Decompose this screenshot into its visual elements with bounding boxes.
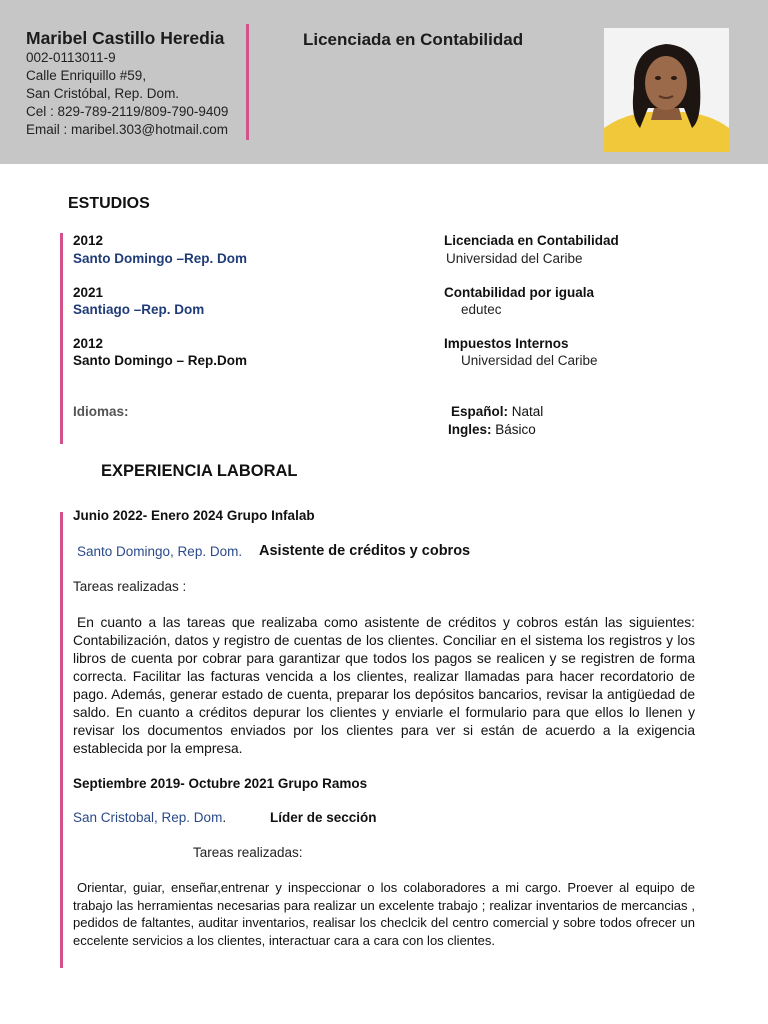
study-place: Santo Domingo –Rep. Dom [73, 251, 248, 266]
id-number: 002-0113011-9 [26, 50, 116, 65]
candidate-name: Maribel Castillo Heredia [26, 28, 225, 48]
profession-title: Licenciada en Contabilidad [303, 30, 524, 49]
job-dates: Septiembre 2019- Octubre 2021 Grupo Ramos [73, 776, 368, 791]
study-year: 2012 [73, 336, 104, 351]
phone: Cel : 829-789-2119/809-790-9409 [26, 104, 229, 119]
job-dates: Junio 2022- Enero 2024 Grupo Infalab [73, 508, 315, 523]
study-degree: Licenciada en Contabilidad [444, 233, 619, 248]
study-institution: Universidad del Caribe [446, 251, 583, 266]
profile-photo-illustration [604, 28, 729, 152]
study-place: Santo Domingo – Rep.Dom [73, 353, 248, 368]
language-level: Básico [495, 422, 536, 437]
study-institution: Universidad del Caribe [461, 353, 598, 368]
study-institution: edutec [461, 302, 502, 317]
language-name: Español: [451, 404, 509, 419]
tasks-label: Tareas realizadas: [193, 845, 303, 860]
study-degree: Impuestos Internos [444, 336, 569, 351]
experience-title: EXPERIENCIA LABORAL [101, 462, 298, 480]
language-name: Ingles: [448, 422, 492, 437]
job-description: Orientar, guiar, enseñar,entrenar y inspeccionar o los colaboradores a mi cargo. Proever al equipo de trabajo las herramientas necesarias para realizar un excelente trabajo ; realizar inventarios de mercancias , pedidos de faltantes, auditar inventarios, realisar los checlcik del centro comercial y sobre todos ofrecer un eccelente servicios a los clientes, interactuar cara a cara con los clientes. [73, 880, 695, 948]
tasks-label: Tareas realizadas : [73, 579, 187, 594]
study-year: 2021 [73, 285, 104, 300]
job-location-suffix: . [222, 810, 227, 825]
study-year: 2012 [73, 233, 104, 248]
study-degree: Contabilidad por iguala [444, 285, 595, 300]
job-role: Líder de sección [270, 810, 377, 825]
language-item [448, 422, 536, 437]
job-role: Asistente de créditos y cobros [259, 543, 471, 559]
contact-block [26, 49, 228, 139]
studies-title: ESTUDIOS [68, 195, 150, 212]
language-level: Natal [511, 404, 544, 419]
profile-photo [604, 28, 729, 152]
study-place: Santiago –Rep. Dom [73, 302, 205, 317]
address-line-2: San Cristóbal, Rep. Dom. [26, 86, 180, 101]
job-location [73, 810, 226, 825]
job-location: Santo Domingo, Rep. Dom. [77, 544, 243, 559]
email: Email : maribel.303@hotmail.com [26, 122, 229, 137]
experience-accent-bar [60, 512, 63, 968]
address-line-1: Calle Enriquillo #59, [26, 68, 147, 83]
studies-accent-bar [60, 233, 63, 444]
header-accent-bar [246, 24, 249, 140]
language-item [451, 404, 543, 419]
languages-label: Idiomas: [73, 404, 129, 419]
job-location-text: San Cristobal, Rep. Dom [73, 810, 223, 825]
job-description: En cuanto a las tareas que realizaba como asistente de créditos y cobros están las siguientes: Contabilización, datos y registro de cuentas de los clientes. Conciliar en el sistema los registros y los libros de cuenta por cobrar para garantizar que todos los pagos se realicen y se registren de forma correcta. Facilitar las facturas vencida a los clientes, realizar llamadas para hacer recordatorio de pago. Además, generar estado de cuenta, preparar los depósitos bancarios, revisar la antigüedad de saldo. En cuanto a créditos depurar los clientes y enviarle el formulario para que ellos lo llenen y revisar los documentos enviados por los clientes para ver si están de acuerdo a la exigencia establecida por la empresa. [73, 615, 695, 756]
